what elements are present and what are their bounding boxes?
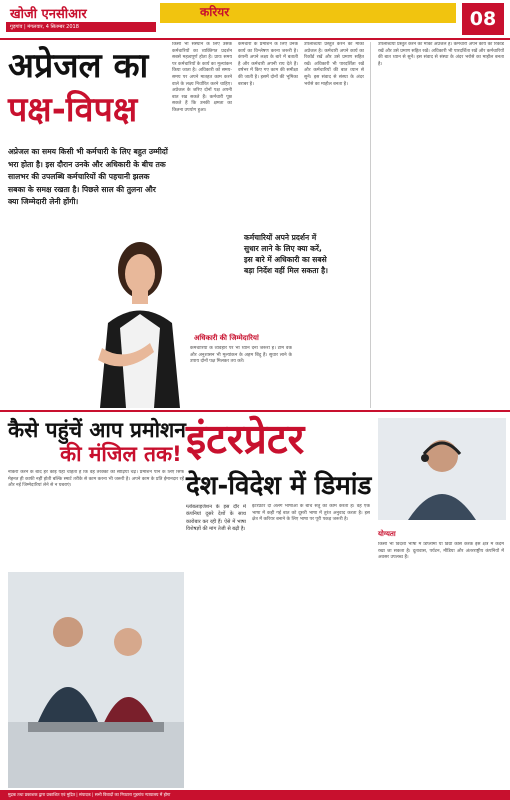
footer-imprint: मुद्रक तथा प्रकाशक द्वारा प्रकाशित एवं मुद्रित | संपादक | सभी विवादों का निपटारा गुड़गांव न्यायालय में होगा xyxy=(0,790,510,800)
section-title: करियर xyxy=(200,5,230,19)
brand-name: खोजी एनसीआर xyxy=(10,7,87,22)
section-divider xyxy=(0,410,510,412)
top-subhead: अधिकारी की जिम्मेदारियां xyxy=(194,334,259,342)
top-column-1: किसी भी संस्थान के लिए उसके कर्मचारियों का व्यक्तिगत प्रदर्शन सबसे महत्वपूर्ण होता है। प्रायः समय पर कर्मचारियों के कार्य का मूल्यांकन किया जाता है। अधिकारी को समय-समय पर अपने मातहत काम करने वाले के लक्ष्य निर्धारित करने चाहिए। अप्रेजल के जरिए दोनों पक्ष अपनी बात रख सकते हैं। कर्मचारी पूछ सकते हैं कि उनकी क्षमता का कितना उपयोग हुआ। xyxy=(172,42,232,113)
masthead xyxy=(0,0,510,40)
promotion-headline-line1: कैसे पहुंचें आप प्रमोशन xyxy=(8,418,186,442)
top-headline xyxy=(8,44,178,132)
interpreter-headline-line1: इंटरप्रेटर xyxy=(186,415,305,463)
interpreter-column-2: किसी भी विदेशी भाषा में डिप्लोमा या डिग्री कोर्स करके इस क्षेत्र में कदम रखा जा सकता है। दूतावास, पर्यटन, मीडिया और अंतरराष्ट्रीय कंपनियों में अवसर उपलब्ध हैं। xyxy=(378,542,504,561)
promotion-column-1: नौकरी करने के बाद हर कोई यही चाहता है कि वह तरक्की की सीढ़ियां चढ़े। प्रमोशन पाने के लिए सिर्फ मेहनत ही काफी नहीं होती बल्कि स्मार्ट तरीके से काम करना भी जरूरी है। अपने काम के प्रति ईमानदार रहें और नई जिम्मेदारियां लेने से न घबराएं। xyxy=(8,470,184,489)
top-headline-line1: अप्रेजल का xyxy=(8,46,149,86)
page-number: 08 xyxy=(462,3,504,35)
column-rule xyxy=(370,42,371,408)
call-center-photo xyxy=(378,418,506,520)
interpreter-headline-line2: देश-विदेश में डिमांड xyxy=(186,471,372,501)
interpreter-intro: ग्लोबलाइजेशन के इस दौर में कंपनियां दूसरे देशों के साथ कारोबार कर रही हैं। ऐसे में भाषा विशेषज्ञों की मांग तेजी से बढ़ी है। xyxy=(186,504,246,533)
top-headline-line2: पक्ष-विपक्ष xyxy=(8,90,138,130)
top-lead: अप्रेजल का समय किसी भी कर्मचारी के लिए बहुत उम्मीदों भरा होता है। इस दौरान उनके और अधिकारी के बीच तक सालभर की उपलब्धि कर्मचारियों की पहचानी झलक सबका के समक्ष रखता है। पिछले साल की तुलना और क्या जिम्मेदारी लेनी होंगी। xyxy=(8,147,168,206)
pull-quote: कर्मचारियों अपने प्रदर्शन में सुधार लाने के लिए क्या करें, इस बारे में अधिकारी का सबसे बड़ा निर्देश वहीं मिल सकता है। xyxy=(244,233,328,275)
top-column-3: उपलब्धियां प्रस्तुत करने का मौका अप्रेजल है। कर्मचारी अपने कार्य का रिकॉर्ड रखें और उसे प्रमाण सहित रखें। अधिकारी भी पारदर्शिता रखें और कर्मचारियों की बात ध्यान से सुनें। इस संवाद से संस्था के अंदर भरोसे का माहौल बनता है। xyxy=(304,42,364,87)
office-team-photo xyxy=(8,572,184,788)
date-strip: गुड़गांव | मंगलवार, 4 सितम्बर 2018 xyxy=(6,22,156,32)
top-column-sub: कर्मचारियों के व्यवहार पर भी ध्यान देना जरूरी है। टीम वर्क और अनुशासन भी मूल्यांकन के अहम बिंदु हैं। सुधार लाने के उपाय दोनों पक्ष मिलकर तय करें। xyxy=(190,346,292,365)
top-column-2: कर्मचारी के प्रमोशन के लिए उनके कार्य का विश्लेषण करना जरूरी है। कंपनी अपने लक्ष्य के बारे में बताती है और कर्मचारी अपनी राय देते हैं। वर्षभर में किए गए काम की समीक्षा की जाती है। इसमें दोनों की भूमिका बराबर है। xyxy=(238,42,298,87)
woman-photo xyxy=(80,228,190,408)
interpreter-column-1: इंटरप्रेटर दो अलग भाषाओं के बीच सेतु का काम करता है। वह एक भाषा में कही गई बात को दूसरी भाषा में तुरंत अनुवाद करता है। इस क्षेत्र में करियर बनाने के लिए भाषा पर पूरी पकड़ जरूरी है। xyxy=(252,504,370,523)
promotion-headline-line2: की मंजिल तक! xyxy=(60,442,182,466)
interpreter-subhead: योग्यता xyxy=(378,530,396,538)
right-column-top: उपलब्धियां प्रस्तुत करने का मौका अप्रेजल है। कर्मचारी अपने कार्य का रिकॉर्ड रखें और उसे प्रमाण सहित रखें। अधिकारी भी पारदर्शिता रखें और कर्मचारियों की बात ध्यान से सुनें। इस संवाद से संस्था के अंदर भरोसे का माहौल बनता है। xyxy=(378,42,504,67)
